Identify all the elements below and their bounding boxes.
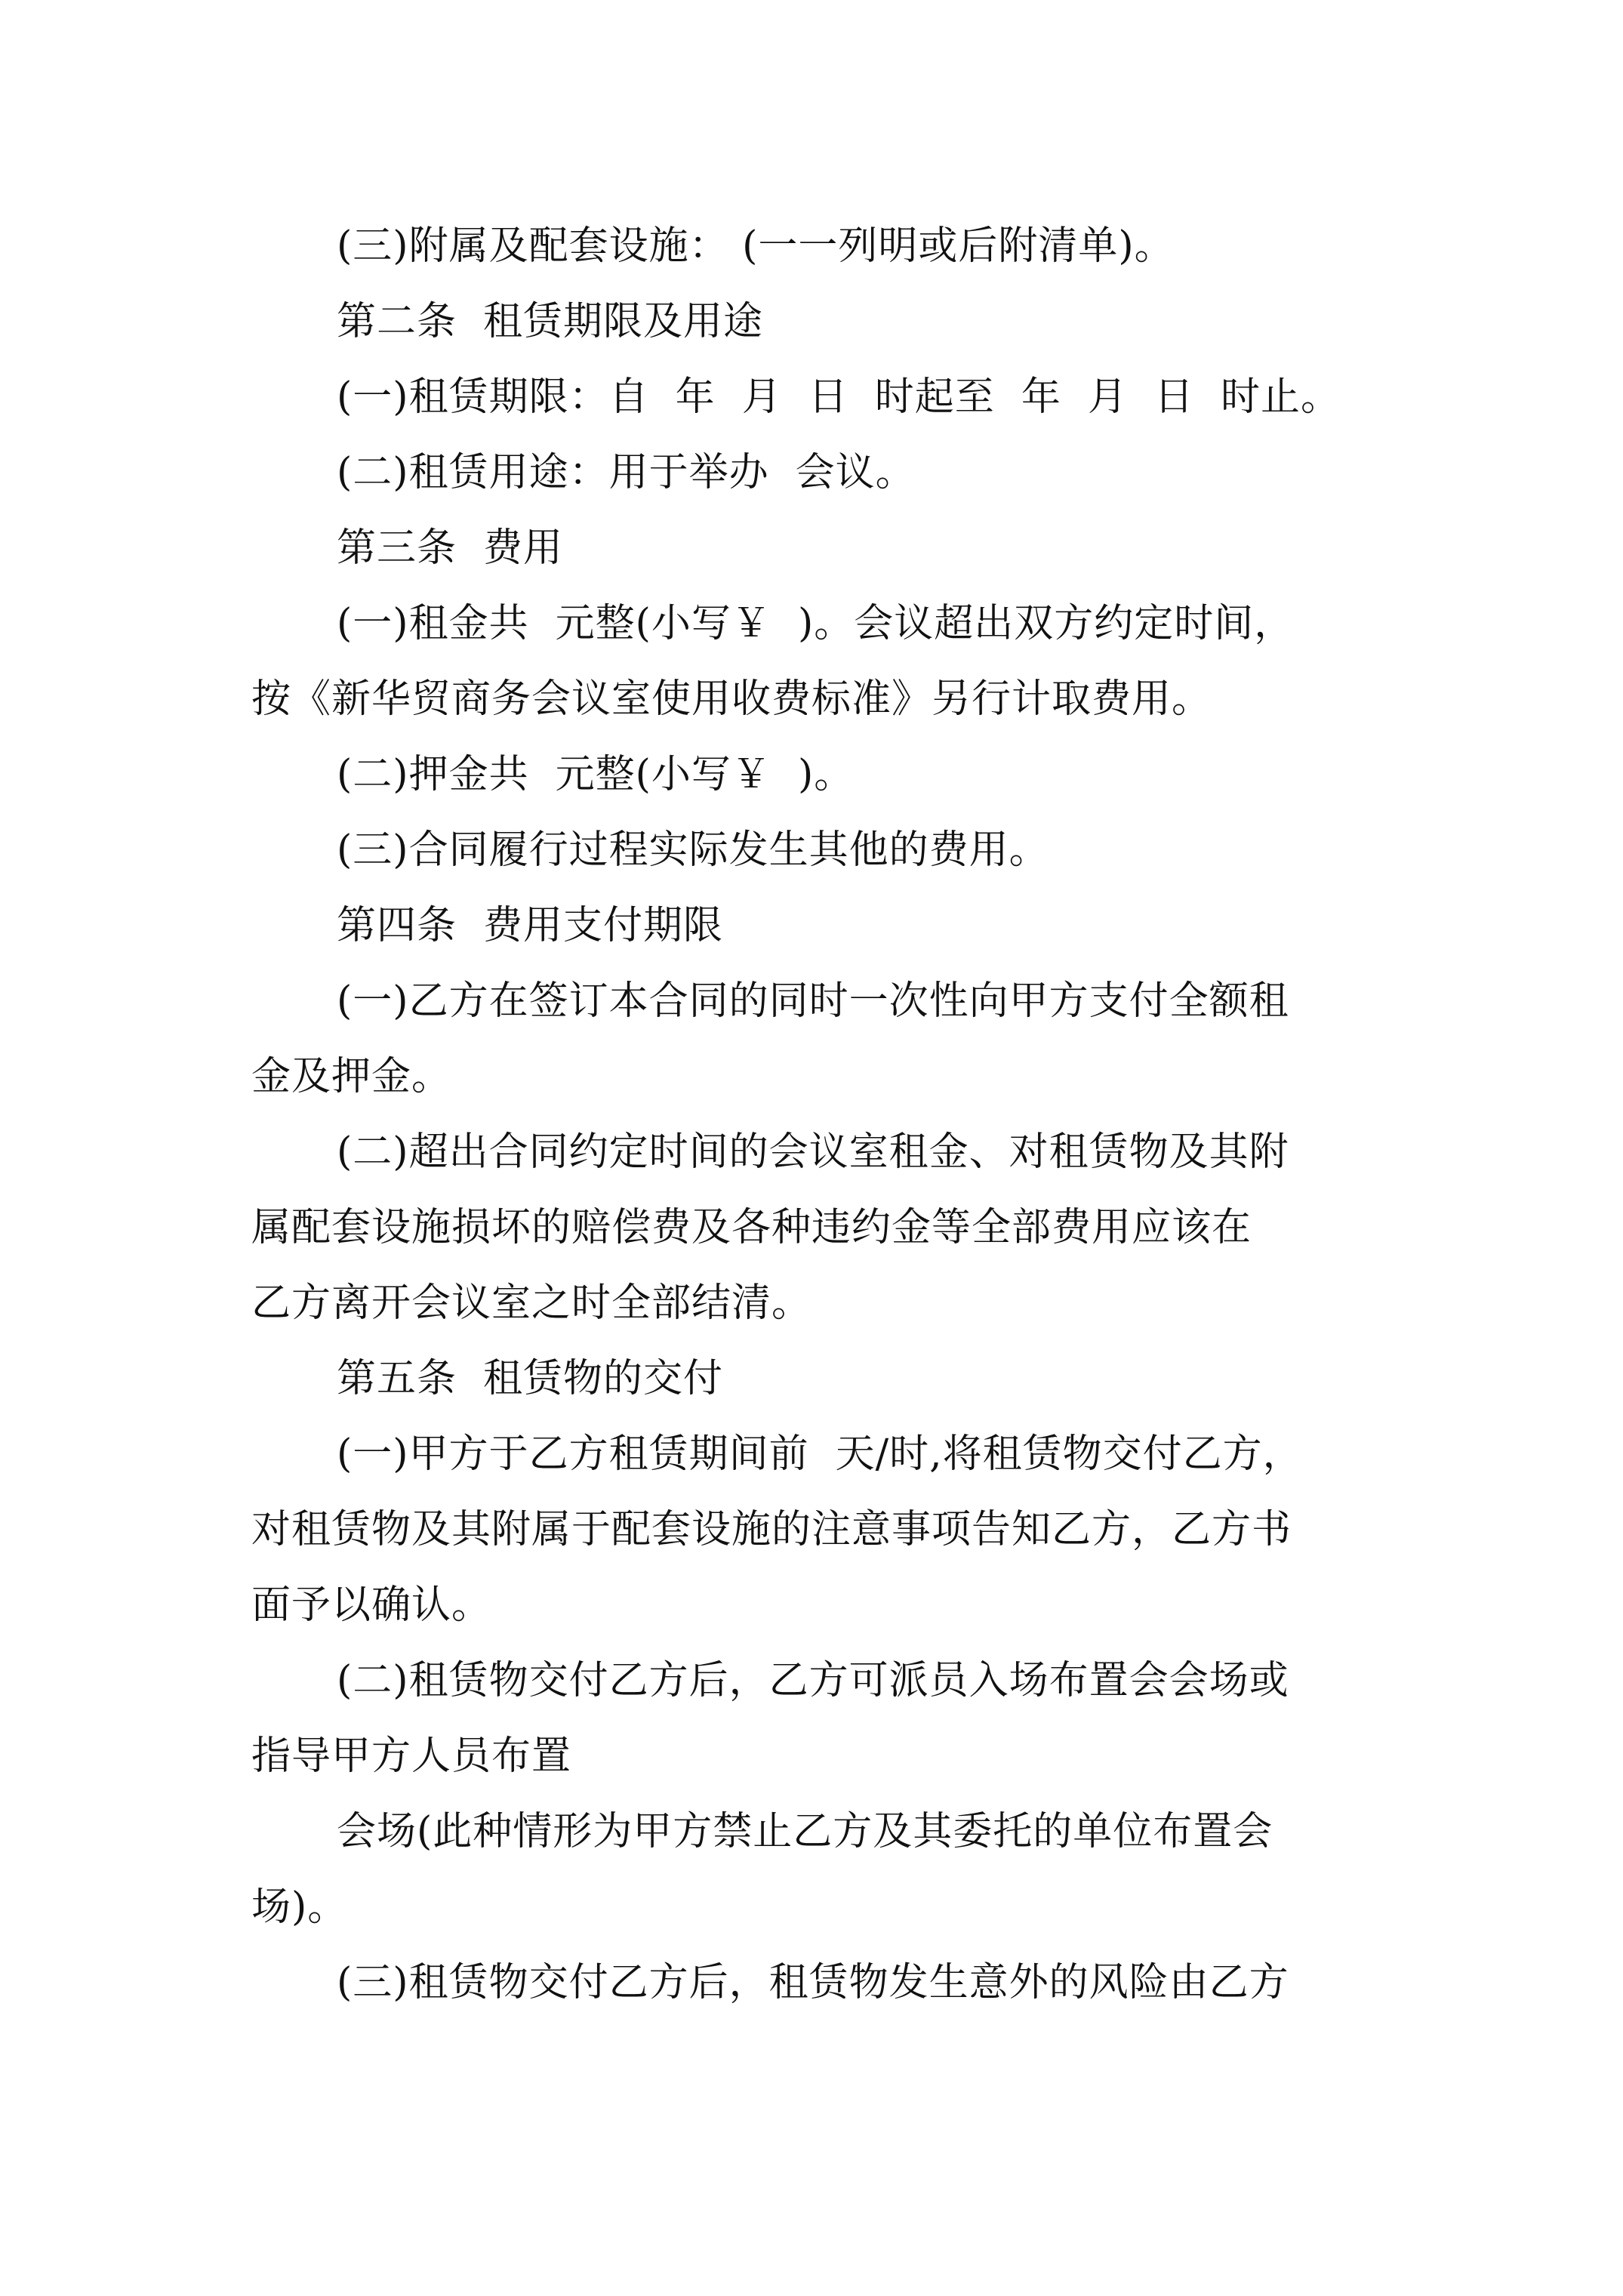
text-line: (三)租赁物交付乙方后，租赁物发生意外的风险由乙方 [337, 1960, 1289, 2005]
text-line: 金及押金。 [251, 1054, 452, 1099]
text-line: (二)押金共 元整(小写￥ )。 [337, 752, 855, 797]
text-line: (三)附属及配套设施： (一一列明或后附清单)。 [337, 223, 1175, 269]
text-line: 按《新华贸商务会议室使用收费标准》另行计取费用。 [251, 676, 1212, 722]
text-line: (二)租赁用途：用于举办 会议。 [337, 450, 916, 495]
text-line: 指导甲方人员布置 [251, 1734, 572, 1779]
text-line: 属配套设施损坏的赔偿费及各种违约金等全部费用应该在 [251, 1205, 1252, 1250]
text-line: (二)租赁物交付乙方后，乙方可派员入场布置会会场或 [337, 1658, 1289, 1703]
section-heading: 第二条 租赁期限及用途 [337, 299, 764, 344]
text-line: (一)甲方于乙方租赁期间前 天/时,将租赁物交付乙方， [337, 1432, 1303, 1477]
section-heading: 第五条 租赁物的交付 [337, 1356, 724, 1401]
text-line: (一)租赁期限：自 年 月 日 时起至 年 月 日 时止。 [337, 374, 1341, 420]
section-heading: 第四条 费用支付期限 [337, 903, 724, 948]
text-line: (一)租金共 元整(小写￥ )。会议超出双方约定时间， [337, 601, 1295, 646]
section-heading: 第三条 费用 [337, 525, 564, 571]
text-line: (二)超出合同约定时间的会议室租金、对租赁物及其附 [337, 1130, 1289, 1175]
text-line: 会场(此种情形为甲方禁止乙方及其委托的单位布置会 [337, 1809, 1273, 1854]
text-line: (一)乙方在签订本合同的同时一次性向甲方支付全额租 [337, 978, 1289, 1024]
text-line: (三)合同履行过程实际发生其他的费用。 [337, 827, 1049, 873]
text-line: 面予以确认。 [251, 1583, 492, 1628]
text-line: 对租赁物及其附属于配套设施的注意事项告知乙方，乙方书 [251, 1507, 1292, 1552]
text-line: 场)。 [251, 1885, 348, 1930]
text-line: 乙方离开会议室之时全部结清。 [251, 1281, 812, 1326]
